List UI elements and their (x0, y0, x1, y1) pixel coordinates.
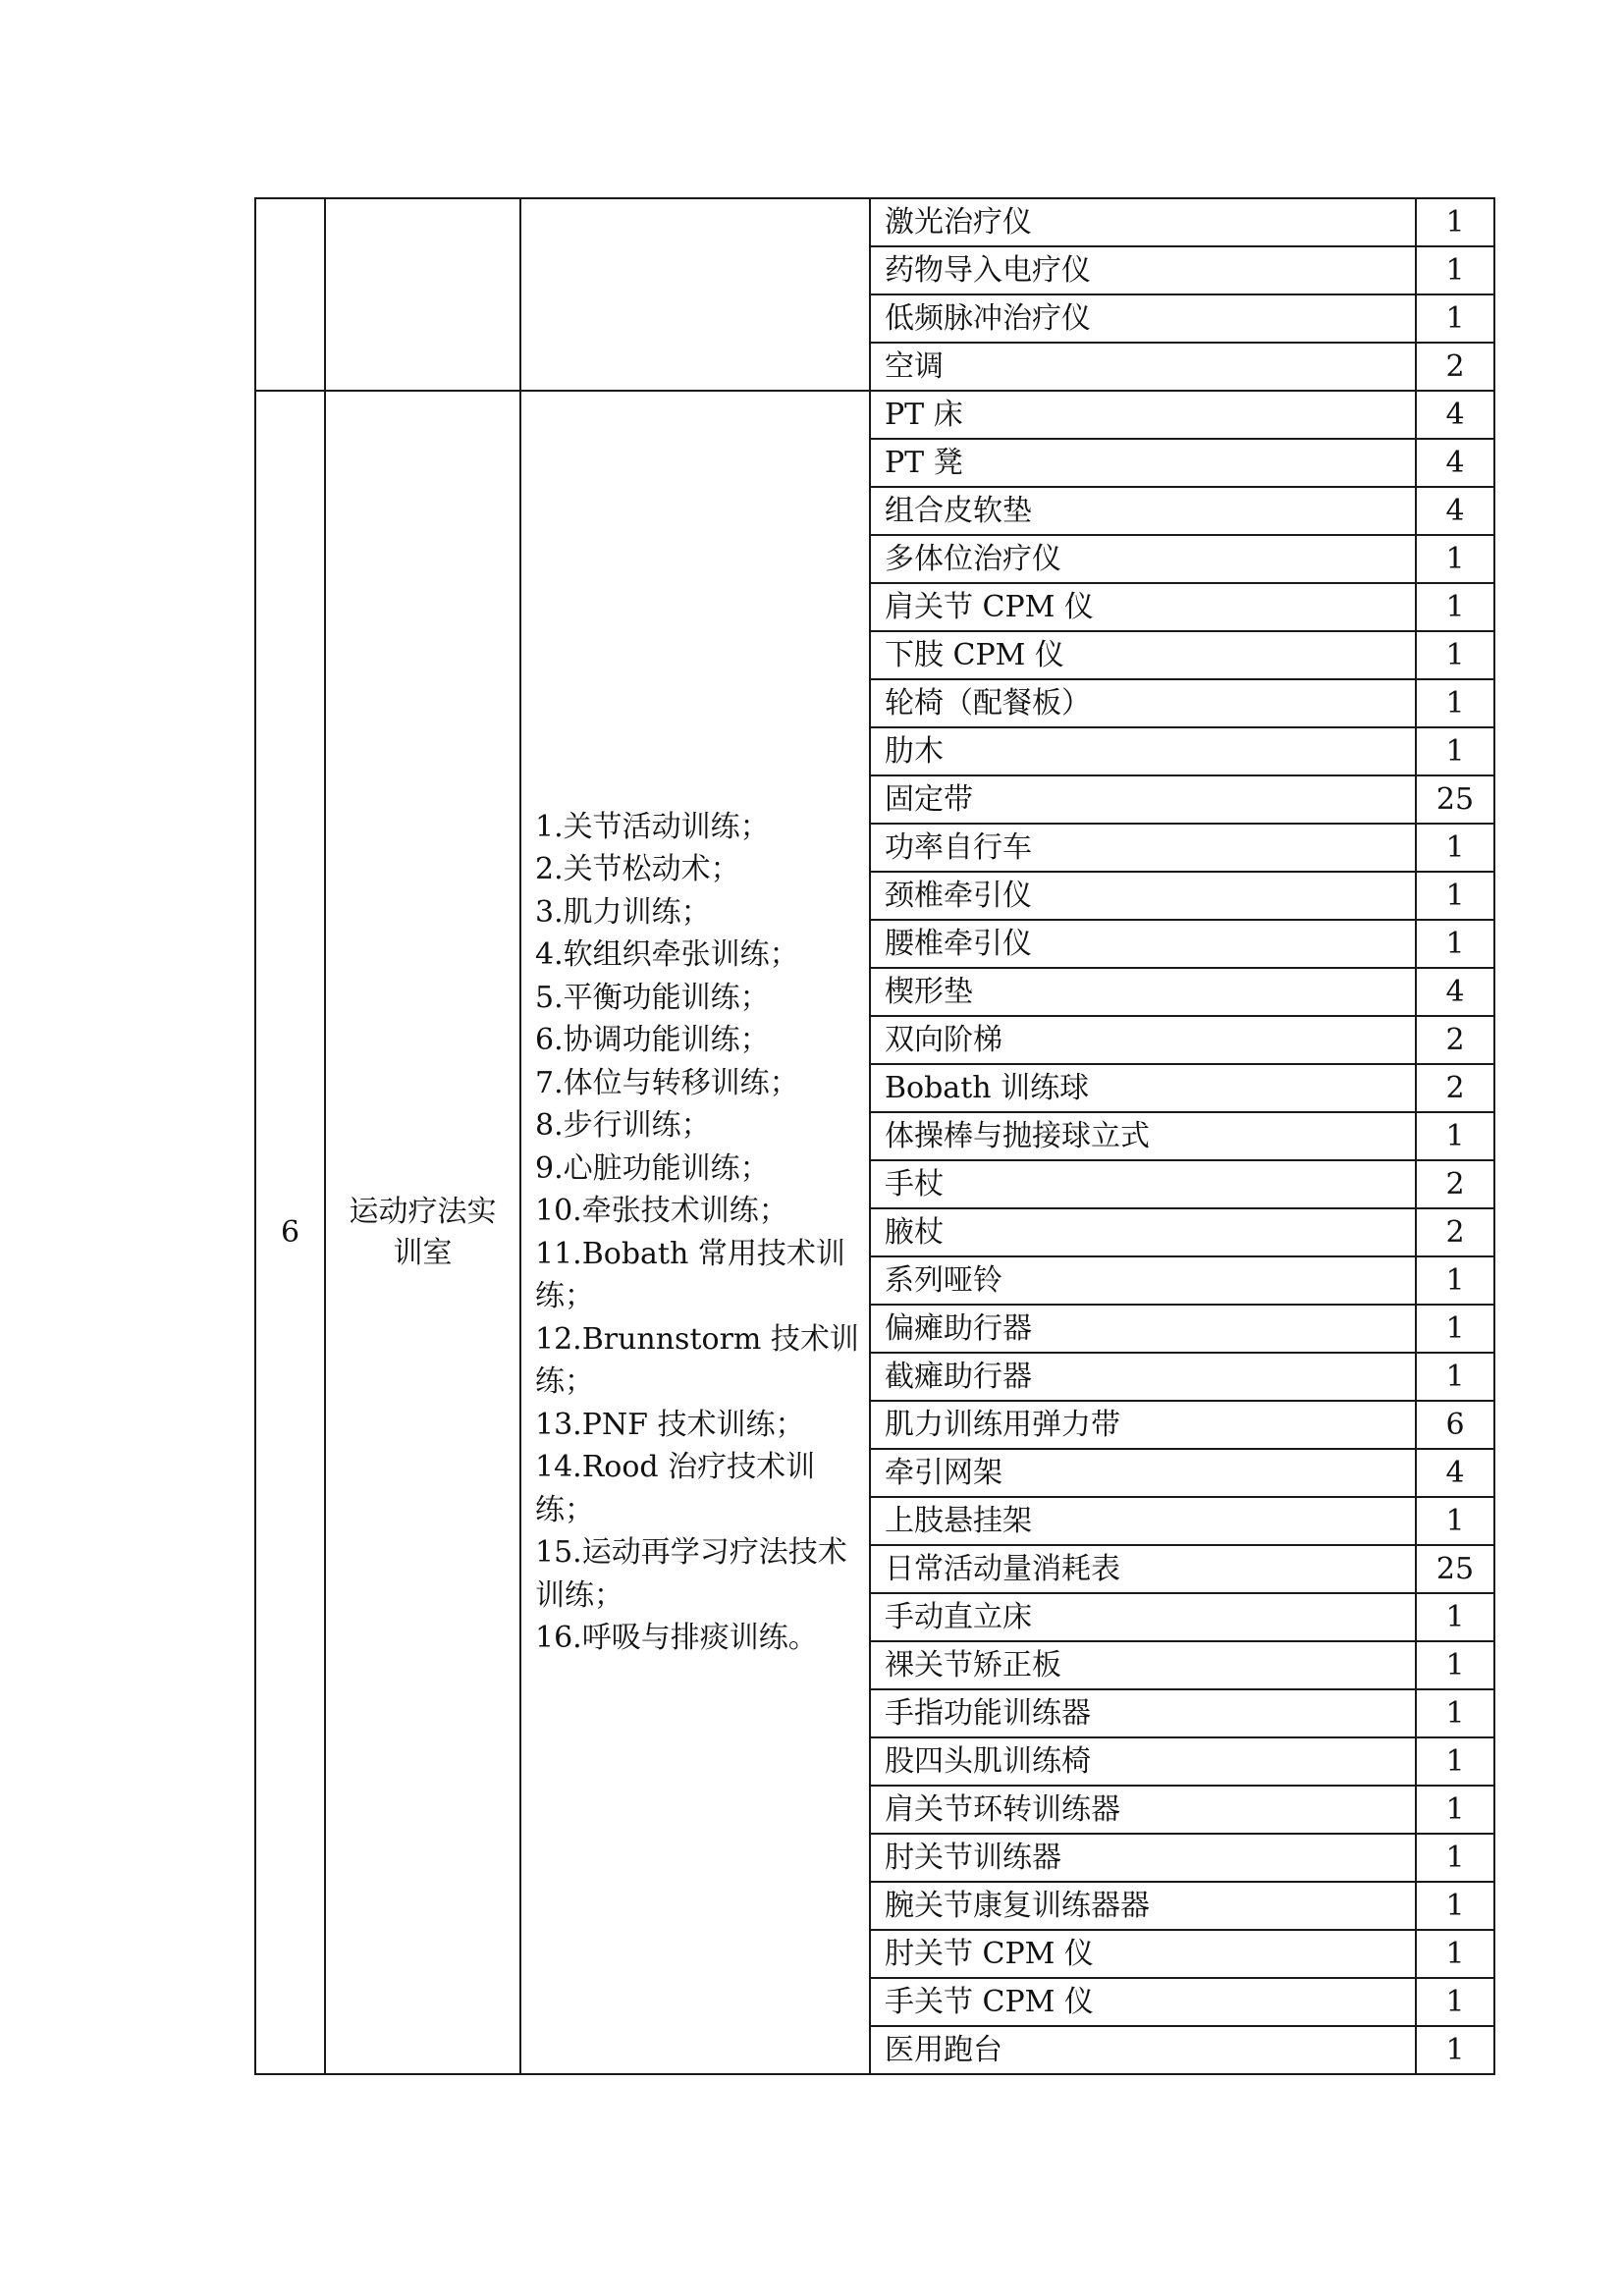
continued-room-cell (325, 198, 520, 391)
training-item: 15.运动再学习疗法技术训练； (535, 1535, 847, 1613)
continued-number-cell (255, 198, 325, 391)
equipment-quantity: 1 (1416, 1112, 1494, 1160)
equipment-name: 激光治疗仪 (870, 198, 1416, 246)
equipment-quantity: 25 (1416, 775, 1494, 824)
equipment-name: 手动直立床 (870, 1593, 1416, 1641)
training-item: 8.步行训练； (535, 1108, 711, 1143)
training-item: 7.体位与转移训练； (535, 1065, 799, 1100)
training-item: 5.平衡功能训练； (535, 980, 770, 1015)
training-item: 2.关节松动术； (535, 852, 740, 886)
equipment-name: 肘关节 CPM 仪 (870, 1930, 1416, 1978)
equipment-quantity: 1 (1416, 1834, 1494, 1882)
equipment-quantity: 1 (1416, 1593, 1494, 1641)
equipment-name: 裸关节矫正板 (870, 1641, 1416, 1689)
equipment-name: 下肢 CPM 仪 (870, 631, 1416, 679)
equipment-quantity: 1 (1416, 2026, 1494, 2074)
equipment-quantity: 2 (1416, 343, 1494, 391)
training-item: 12.Brunnstorm 技术训练； (535, 1321, 859, 1399)
equipment-quantity: 4 (1416, 391, 1494, 439)
training-item: 10.牵张技术训练； (535, 1194, 788, 1228)
equipment-quantity: 2 (1416, 1064, 1494, 1112)
training-item: 6.协调功能训练； (535, 1023, 770, 1057)
training-item: 13.PNF 技术训练； (535, 1407, 805, 1442)
equipment-name: 腰椎牵引仪 (870, 920, 1416, 968)
equipment-name: 肘关节训练器 (870, 1834, 1416, 1882)
table-row (255, 198, 1494, 246)
equipment-name: 股四头肌训练椅 (870, 1737, 1416, 1786)
equipment-name: 手指功能训练器 (870, 1689, 1416, 1737)
equipment-quantity: 1 (1416, 1641, 1494, 1689)
training-item: 9.心脏功能训练； (535, 1150, 770, 1186)
equipment-quantity: 1 (1416, 1737, 1494, 1786)
equipment-name: 手杖 (870, 1160, 1416, 1208)
equipment-name: 肩关节 CPM 仪 (870, 583, 1416, 631)
equipment-quantity: 1 (1416, 1689, 1494, 1737)
equipment-name: 医用跑台 (870, 2026, 1416, 2074)
equipment-quantity: 1 (1416, 294, 1494, 343)
equipment-quantity: 1 (1416, 1497, 1494, 1545)
equipment-name: 轮椅（配餐板） (870, 679, 1416, 727)
training-item: 16.呼吸与排痰训练。 (535, 1621, 818, 1655)
equipment-name: Bobath 训练球 (870, 1064, 1416, 1112)
equipment-quantity: 1 (1416, 1882, 1494, 1930)
equipment-quantity: 1 (1416, 872, 1494, 920)
equipment-quantity: 1 (1416, 1305, 1494, 1353)
equipment-quantity: 1 (1416, 535, 1494, 583)
equipment-quantity: 25 (1416, 1545, 1494, 1593)
equipment-name: 偏瘫助行器 (870, 1305, 1416, 1353)
equipment-name: 肩关节环转训练器 (870, 1786, 1416, 1834)
equipment-name: 空调 (870, 343, 1416, 391)
equipment-name: 腕关节康复训练器器 (870, 1882, 1416, 1930)
equipment-quantity: 4 (1416, 439, 1494, 487)
equipment-quantity: 1 (1416, 1786, 1494, 1834)
continued-content-cell (520, 198, 870, 391)
training-content-cell (520, 391, 870, 2074)
equipment-quantity: 2 (1416, 1016, 1494, 1064)
training-item: 1.关节活动训练； (535, 809, 770, 844)
equipment-name: 低频脉冲治疗仪 (870, 294, 1416, 343)
equipment-table (254, 197, 1495, 2075)
equipment-name: 功率自行车 (870, 824, 1416, 872)
equipment-quantity: 1 (1416, 198, 1494, 246)
equipment-name: PT 床 (870, 391, 1416, 439)
training-item: 14.Rood 治疗技术训练； (535, 1450, 816, 1527)
equipment-name: 双向阶梯 (870, 1016, 1416, 1064)
equipment-quantity: 1 (1416, 1256, 1494, 1305)
equipment-name: 上肢悬挂架 (870, 1497, 1416, 1545)
equipment-name: 组合皮软垫 (870, 487, 1416, 535)
equipment-name: 肋木 (870, 727, 1416, 775)
equipment-quantity: 4 (1416, 1449, 1494, 1497)
equipment-name: 截瘫助行器 (870, 1353, 1416, 1401)
room-name: 运动疗法实训室 (325, 391, 520, 2074)
equipment-quantity: 1 (1416, 727, 1494, 775)
equipment-name: 腋杖 (870, 1208, 1416, 1256)
training-item: 11.Bobath 常用技术训练； (535, 1236, 845, 1313)
equipment-name: 手关节 CPM 仪 (870, 1978, 1416, 2026)
equipment-quantity: 1 (1416, 246, 1494, 294)
equipment-quantity: 1 (1416, 1930, 1494, 1978)
equipment-name: 药物导入电疗仪 (870, 246, 1416, 294)
equipment-quantity: 4 (1416, 968, 1494, 1016)
table-body (255, 198, 1494, 2074)
equipment-quantity: 2 (1416, 1208, 1494, 1256)
equipment-name: 固定带 (870, 775, 1416, 824)
equipment-name: 楔形垫 (870, 968, 1416, 1016)
equipment-name: 体操棒与抛接球立式 (870, 1112, 1416, 1160)
equipment-quantity: 1 (1416, 631, 1494, 679)
training-item: 4.软组织牵张训练； (535, 937, 799, 972)
equipment-name: 系列哑铃 (870, 1256, 1416, 1305)
equipment-name: 多体位治疗仪 (870, 535, 1416, 583)
section-number: 6 (255, 391, 325, 2074)
training-item-list (535, 806, 861, 1660)
equipment-quantity: 1 (1416, 679, 1494, 727)
equipment-quantity: 1 (1416, 1978, 1494, 2026)
equipment-name: 颈椎牵引仪 (870, 872, 1416, 920)
equipment-name: 肌力训练用弹力带 (870, 1401, 1416, 1449)
equipment-quantity: 1 (1416, 1353, 1494, 1401)
equipment-name: PT 凳 (870, 439, 1416, 487)
table-row (255, 391, 1494, 439)
equipment-name: 牵引网架 (870, 1449, 1416, 1497)
equipment-quantity: 2 (1416, 1160, 1494, 1208)
equipment-quantity: 1 (1416, 920, 1494, 968)
equipment-name: 日常活动量消耗表 (870, 1545, 1416, 1593)
training-item: 3.肌力训练； (535, 894, 711, 930)
equipment-quantity: 6 (1416, 1401, 1494, 1449)
equipment-quantity: 1 (1416, 583, 1494, 631)
equipment-quantity: 4 (1416, 487, 1494, 535)
equipment-quantity: 1 (1416, 824, 1494, 872)
